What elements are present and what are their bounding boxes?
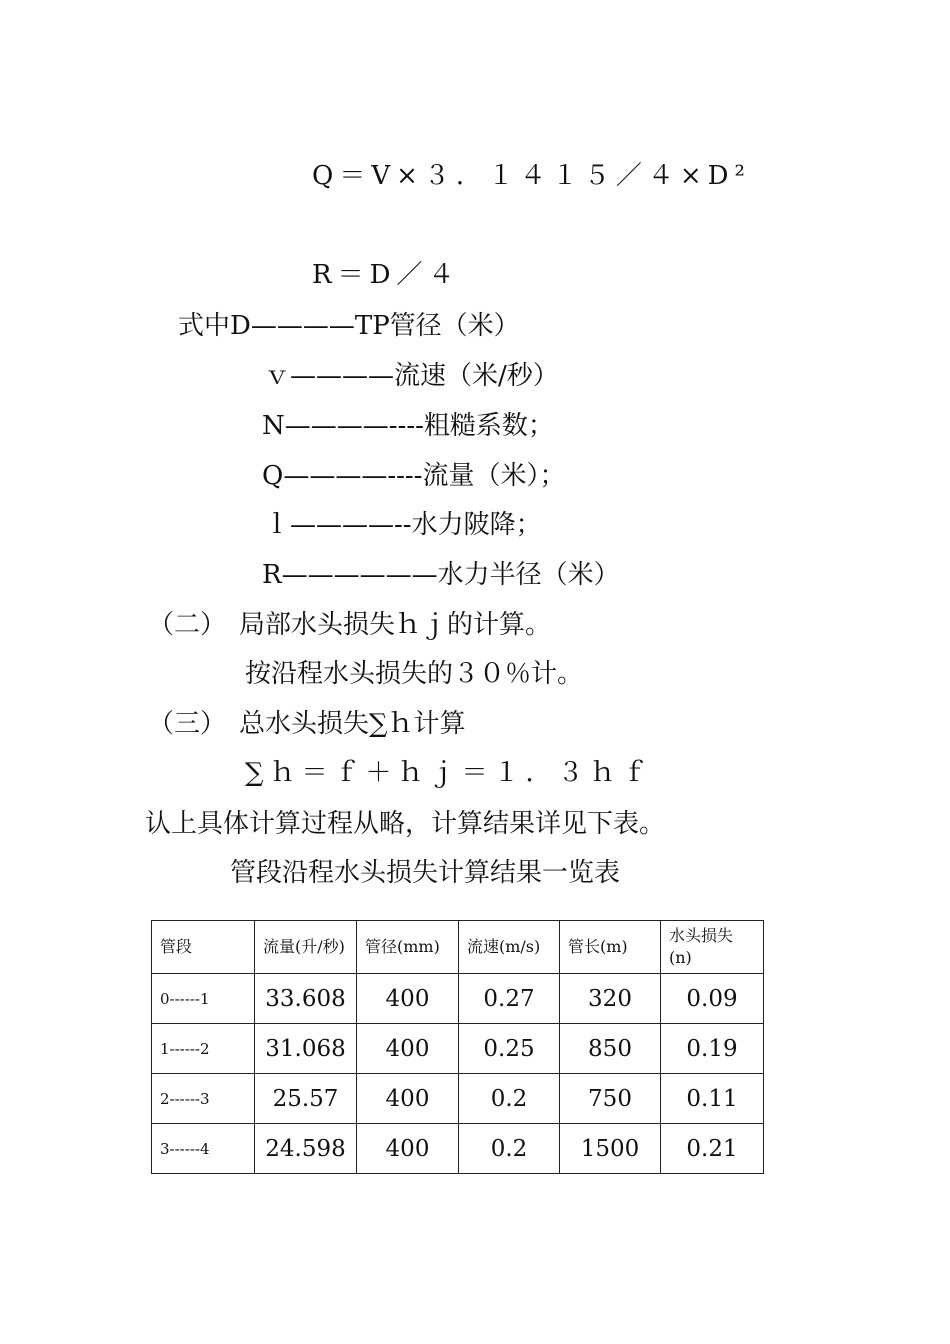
- definition-n: N————----粗糙系数；: [262, 411, 554, 441]
- cell-diameter: 400: [357, 1074, 459, 1124]
- cell-diameter: 400: [357, 974, 459, 1024]
- definition-v: ｖ————流速（米/秒）: [264, 361, 559, 391]
- cell-head-loss: 0.11: [661, 1074, 764, 1124]
- cell-flow: 25.57: [255, 1074, 357, 1124]
- local-loss-body: 按沿程水头损失的３０％计。: [245, 659, 584, 689]
- total-loss-formula: ∑ｈ＝ｆ＋ｈｊ＝１．３ｈｆ: [245, 758, 654, 788]
- cell-velocity: 0.2: [459, 1124, 560, 1174]
- flow-formula: Q＝V×３．１４１５／４×D²: [312, 161, 751, 191]
- header-length: 管长(m): [560, 921, 661, 974]
- cell-flow: 33.608: [255, 974, 357, 1024]
- cell-length: 850: [560, 1024, 661, 1074]
- local-loss-heading: （二） 局部水头损失ｈｊ的计算。: [148, 610, 552, 640]
- cell-flow: 31.068: [255, 1024, 357, 1074]
- definition-q: Q————----流量（米）；: [262, 461, 566, 491]
- cell-segment: 0------1: [152, 974, 255, 1024]
- cell-head-loss: 0.21: [661, 1124, 764, 1174]
- table-title: 管段沿程水头损失计算结果一览表: [230, 858, 621, 888]
- cell-head-loss: 0.19: [661, 1024, 764, 1074]
- radius-formula: R＝D／４: [312, 260, 461, 290]
- cell-segment: 1------2: [152, 1024, 255, 1074]
- cell-diameter: 400: [357, 1024, 459, 1074]
- table-header-row: [152, 921, 764, 974]
- cell-length: 1500: [560, 1124, 661, 1174]
- header-diameter: 管径(mm): [357, 921, 459, 974]
- cell-segment: 2------3: [152, 1074, 255, 1124]
- cell-length: 750: [560, 1074, 661, 1124]
- cell-velocity: 0.2: [459, 1074, 560, 1124]
- cell-head-loss: 0.09: [661, 974, 764, 1024]
- table-row: [152, 1074, 764, 1124]
- table-row: [152, 974, 764, 1024]
- cell-flow: 24.598: [255, 1124, 357, 1174]
- definition-r: R——————水力半径（米）: [262, 560, 620, 590]
- definition-d: 式中D————TP管径（米）: [178, 311, 520, 341]
- results-table: [151, 920, 764, 1174]
- cell-segment: 3------4: [152, 1124, 255, 1174]
- cell-velocity: 0.25: [459, 1024, 560, 1074]
- total-loss-heading: （三） 总水头损失∑ｈ计算: [148, 709, 466, 739]
- cell-length: 320: [560, 974, 661, 1024]
- header-velocity: 流速(m/s): [459, 921, 560, 974]
- definition-l: ｌ————--水力陂降；: [264, 510, 542, 540]
- header-segment: 管段: [152, 921, 255, 974]
- cell-velocity: 0.27: [459, 974, 560, 1024]
- table-row: [152, 1024, 764, 1074]
- cell-diameter: 400: [357, 1124, 459, 1174]
- header-flow: 流量(升/秒): [255, 921, 357, 974]
- results-note: 认上具体计算过程从略，计算结果详见下表。: [145, 809, 666, 839]
- header-head-loss: 水头损失(n): [661, 921, 764, 974]
- table-row: [152, 1124, 764, 1174]
